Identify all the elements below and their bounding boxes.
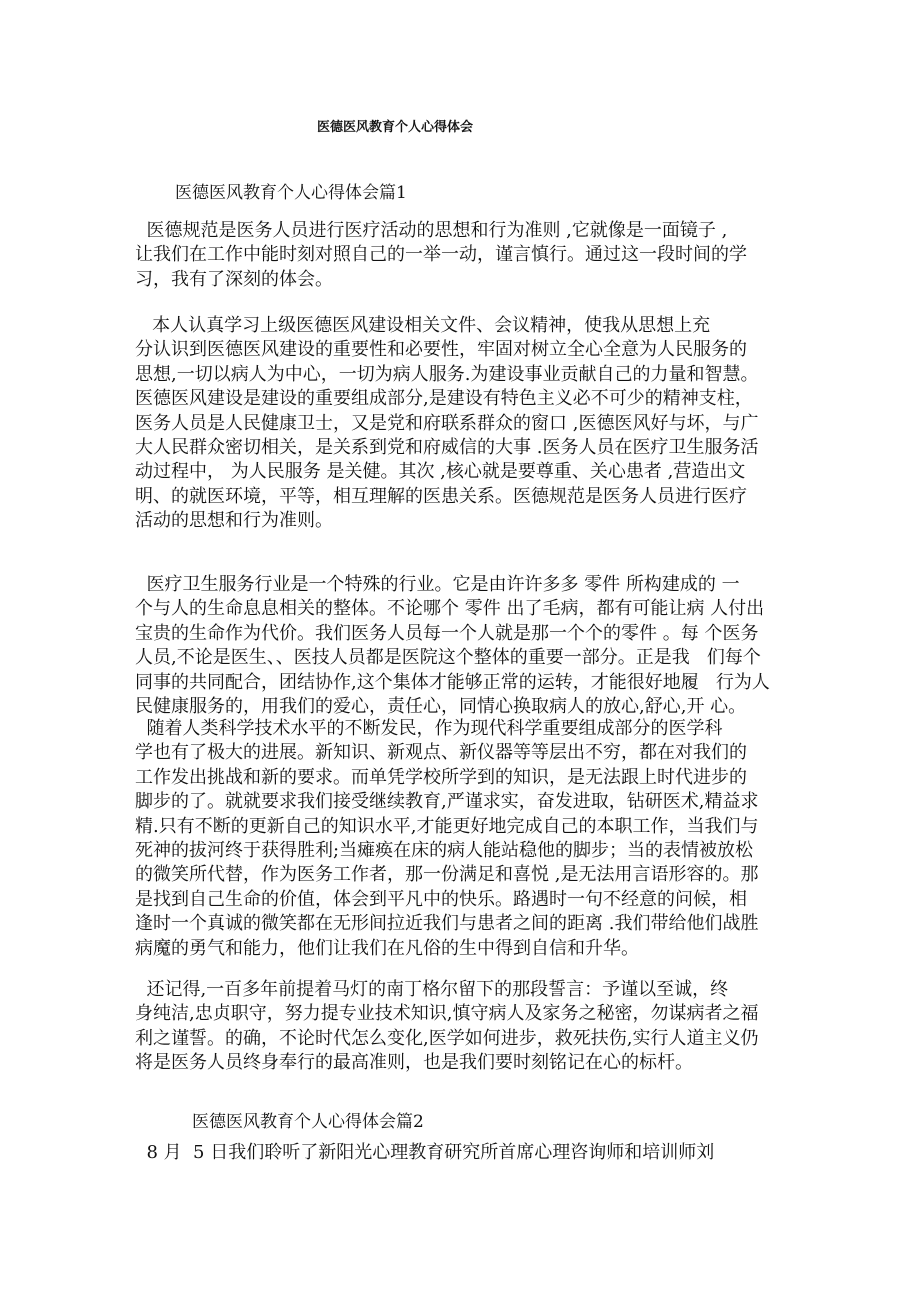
text-line: 是找到自己生命的价值，体会到平凡中的快乐。路遇时一句不经意的问候，相 (135, 888, 747, 910)
text-line: 将是医务人员终身奉行的最高准则，也是我们要时刻铭记在心的标杆。 (135, 1052, 693, 1074)
text-line: 同事的共同配合，团结协作,这个集体才能够正常的运转，才能很好地履 行为人 (135, 671, 770, 693)
text-line: 活动的思想和行为准则。 (135, 510, 333, 532)
text-line: 的微笑所代替，作为医务工作者，那一份满足和喜悦 ,是无法用言语形容的。那 (135, 864, 759, 886)
text-line: 明、的就医环境，平等，相互理解的医患关系。医德规范是医务人员进行医疗 (135, 485, 747, 507)
text-line: 身纯洁,忠贞职守，努力提专业技术知识,慎守病人及家务之秘密，勿谋病者之福 (135, 1003, 759, 1025)
text-line: 思想,一切以病人为中心，一切为病人服务.为建设事业贡献自己的力量和智慧。 (135, 363, 759, 385)
text-line: 分认识到医德医风建设的重要性和必要性，牢固对树立全心全意为人民服务的 (135, 339, 747, 361)
section2-heading: 医德医风教育个人心得体会篇2 (192, 1112, 424, 1132)
text-line: 逢时一个真诚的微笑都在无形间拉近我们与患者之间的距离 .我们带给他们战胜 (135, 913, 759, 935)
text-line: 大人民群众密切相关，是关系到党和府威信的大事 .医务人员在医疗卫生服务活 (135, 436, 759, 458)
section1-heading: 医德医风教育个人心得体会篇1 (175, 183, 407, 203)
text-line: 随着人类科学技术水平的不断发民，作为现代科学重要组成部分的医学科 (135, 718, 723, 739)
paragraph-2 (135, 314, 795, 534)
document-title: 医德医风教育个人心得体会 (316, 120, 473, 135)
text-line: 人员,不论是医生、、医技人员都是医院这个整体的重要一部分。正是我 们每个 (135, 647, 761, 669)
text-line: 医德医风建设是建设的重要组成部分,是建设有特色主义必不可少的精神支柱， (135, 388, 753, 410)
text-line: 宝贵的生命作为代价。我们医务人员每一个人就是那一个个的零件 。每 个医务 (135, 622, 759, 644)
text-line: 民健康服务的，用我们的爱心，责任心，同情心换取病人的放心,舒心,开 心。 (135, 695, 747, 717)
paragraph-6 (135, 1141, 795, 1165)
text-line: 病魔的勇气和能力，他们让我们在凡俗的生中得到自信和升华。 (135, 937, 639, 959)
text-line: 精.只有不断的更新自己的知识水平,才能更好地完成自己的本职工作，当我们与 (135, 815, 759, 837)
paragraph-4 (135, 717, 795, 961)
text-line: 本人认真学习上级医德医风建设相关文件、会议精神，使我从思想上充 (135, 315, 711, 336)
text-line: 学也有了极大的进展。新知识、新观点、新仪器等等层出不穷，都在对我们的 (135, 742, 747, 764)
text-line: 医疗卫生服务行业是一个特殊的行业。它是由许许多多 零件 所构建成的 一 (135, 574, 740, 595)
text-line: 医务人员是人民健康卫士，又是党和府联系群众的窗口 ,医德医风好与坏，与广 (135, 412, 759, 434)
text-line: 习，我有了深刻的体会。 (135, 268, 333, 290)
text-line: 脚步的了。就就要求我们接受继续教育,严谨求实，奋发进取，钻研医术,精益求 (135, 791, 759, 813)
text-line: 利之谨誓。的确，不论时代怎么变化,医学如何进步，救死扶伤,实行人道主义仍 (135, 1027, 759, 1049)
text-line: 工作发出挑战和新的要求。而单凭学校所学到的知识，是无法跟上时代进步的 (135, 766, 747, 788)
text-line: 动过程中， 为人民服务 是关健。其次 ,核心就是要尊重、关心患者 ,营造出文 (135, 461, 746, 483)
text-line: 个与人的生命息息相关的整体。不论哪个 零件 出了毛病，都有可能让病 人付出 (135, 598, 765, 620)
paragraph-1 (135, 219, 795, 292)
text-line: 医德规范是医务人员进行医疗活动的思想和行为准则 ,它就像是一面镜子 , (135, 220, 728, 241)
paragraph-5 (135, 978, 795, 1076)
paragraph-3 (135, 573, 795, 719)
text-line: 死神的拔河终于获得胜利;当瘫痪在床的病人能站稳他的脚步；当的表情被放松 (135, 839, 754, 861)
text-line: 还记得,一百多年前提着马灯的南丁格尔留下的那段誓言：予谨以至诚，终 (135, 979, 729, 1000)
text-line: 8 月 5 日我们聆听了新阳光心理教育研究所首席心理咨询师和培训师刘 (135, 1142, 715, 1163)
text-line: 让我们在工作中能时刻对照自己的一举一动，谨言慎行。通过这一段时间的学 (135, 244, 747, 266)
